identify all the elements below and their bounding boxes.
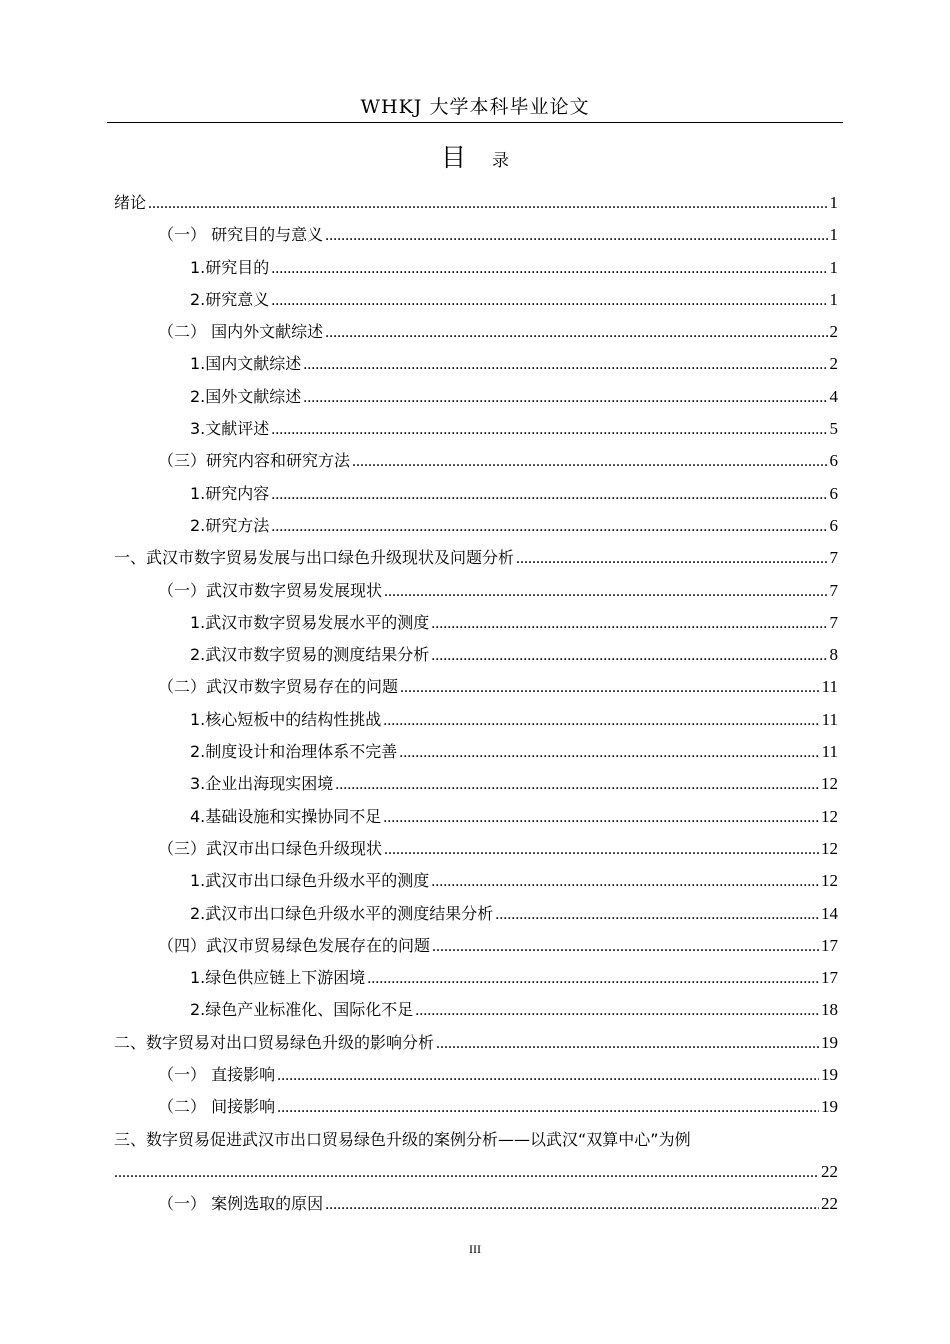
- page-number: III: [469, 1242, 481, 1256]
- dot-leader: [516, 543, 827, 575]
- dot-leader: [335, 769, 819, 801]
- toc-entry[interactable]: [114, 865, 838, 897]
- toc-entry-label: 1.绿色供应链上下游困境: [190, 968, 366, 988]
- toc-entry[interactable]: [114, 930, 838, 962]
- toc-entry-page: 12: [821, 806, 838, 826]
- toc-entry-label: 2.研究意义: [190, 289, 270, 309]
- toc-entry[interactable]: [114, 510, 838, 542]
- toc-entry-label: 4.基础设施和实操协同不足: [190, 806, 382, 826]
- dot-leader: [325, 220, 827, 252]
- toc-entry-label: 1.武汉市数字贸易发展水平的测度: [190, 612, 430, 632]
- dot-leader: [399, 737, 819, 769]
- toc-entry-page: 19: [821, 1032, 838, 1052]
- toc-entry-page: 22: [821, 1194, 838, 1214]
- toc-entry[interactable]: [114, 1091, 838, 1123]
- dot-leader: [271, 253, 827, 285]
- toc-entry-label: 3.文献评述: [190, 419, 270, 439]
- toc-entry-label: （一） 直接影响: [158, 1065, 276, 1085]
- toc-entry[interactable]: [114, 801, 838, 833]
- dot-leader: [271, 479, 827, 511]
- dot-leader: [148, 188, 827, 220]
- toc-entry-page: 1: [829, 289, 838, 309]
- toc-entry-chapter-long-label[interactable]: 三、数字贸易促进武汉市出口贸易绿色升级的案例分析——以武汉“双算中心”为例: [114, 1129, 691, 1149]
- toc-entry[interactable]: [114, 575, 838, 607]
- toc-title-part1: 目: [440, 143, 466, 172]
- toc-entry-label: 2.国外文献综述: [190, 386, 302, 406]
- toc-entry-page: 7: [829, 612, 838, 632]
- toc-entry-page: 17: [821, 968, 838, 988]
- toc-entry[interactable]: [114, 898, 838, 930]
- toc-entry-page: 8: [829, 645, 838, 665]
- toc-entry-page: 2: [829, 322, 838, 342]
- toc-entry-label: （二） 间接影响: [158, 1097, 276, 1117]
- toc-entry-page: 12: [821, 838, 838, 858]
- toc-entry-label: （一） 研究目的与意义: [158, 225, 324, 245]
- toc-entry-label: 1.研究内容: [190, 483, 270, 503]
- toc-entry-page: 7: [829, 548, 838, 568]
- dot-leader: [367, 963, 819, 995]
- toc-entry[interactable]: [114, 348, 838, 380]
- toc-entry-label: 一、武汉市数字贸易发展与出口绿色升级现状及问题分析: [114, 548, 515, 568]
- toc-entry[interactable]: [114, 833, 838, 865]
- toc-entry-label: 1.核心短板中的结构性挑战: [190, 709, 382, 729]
- toc-entry[interactable]: [114, 252, 838, 284]
- toc-entry-page: 17: [821, 935, 838, 955]
- toc-entry-page: 11: [821, 677, 838, 697]
- toc-entry[interactable]: [114, 736, 838, 768]
- toc-entry[interactable]: [114, 381, 838, 413]
- toc-entry-page: 18: [821, 1000, 838, 1020]
- toc-entry[interactable]: [114, 994, 838, 1026]
- dot-leader: [303, 349, 827, 381]
- dot-leader: [383, 802, 819, 834]
- toc-entry-page: 12: [821, 871, 838, 891]
- toc-entry[interactable]: [114, 962, 838, 994]
- dot-leader: [384, 576, 827, 608]
- toc-entry[interactable]: [114, 478, 838, 510]
- toc-entry-page: 19: [821, 1065, 838, 1085]
- dot-leader: [352, 446, 827, 478]
- dot-leader: [400, 672, 820, 704]
- dot-leader: [277, 1060, 819, 1092]
- toc-entry-label: 二、数字贸易对出口贸易绿色升级的影响分析: [114, 1032, 435, 1052]
- dot-leader: [431, 866, 819, 898]
- dot-leader: [436, 1028, 819, 1060]
- toc-entry-label: 2.绿色产业标准化、国际化不足: [190, 1000, 414, 1020]
- toc-title-part2: 录: [492, 151, 509, 171]
- dot-leader: [431, 640, 827, 672]
- toc-entry[interactable]: [114, 671, 838, 703]
- toc-entry-page: 12: [821, 774, 838, 794]
- toc-entry[interactable]: [114, 316, 838, 348]
- toc-entry[interactable]: [114, 413, 838, 445]
- toc-entry-label: （二） 国内外文献综述: [158, 322, 324, 342]
- toc-entry[interactable]: [114, 607, 838, 639]
- toc-entry-label: 绪论: [114, 193, 147, 212]
- toc-entry[interactable]: [114, 219, 838, 251]
- dot-leader: [325, 1189, 819, 1221]
- toc-entry-page: 6: [829, 515, 838, 535]
- toc-entry-label: 2.研究方法: [190, 515, 270, 535]
- toc-entry-label: （三）武汉市出口绿色升级现状: [158, 838, 383, 858]
- toc-entry-label: 2.武汉市数字贸易的测度结果分析: [190, 645, 430, 665]
- toc-entry-label: 2.武汉市出口绿色升级水平的测度结果分析: [190, 903, 494, 923]
- toc-entry-label: 2.制度设计和治理体系不完善: [190, 742, 398, 762]
- toc-entry-page: 6: [829, 483, 838, 503]
- dot-leader: [277, 1092, 819, 1124]
- toc-entry-page: 5: [829, 419, 838, 439]
- toc-entry-label: （一）武汉市数字贸易发展现状: [158, 580, 383, 600]
- toc-entry-label: （二）武汉市数字贸易存在的问题: [158, 677, 399, 697]
- toc-entry-page: 11: [821, 742, 838, 762]
- dot-leader: [415, 995, 819, 1027]
- toc-entry[interactable]: [114, 1059, 838, 1091]
- toc-entry-label: 1.武汉市出口绿色升级水平的测度: [190, 871, 430, 891]
- dot-leader: [271, 414, 827, 446]
- toc-entry[interactable]: [114, 284, 838, 316]
- toc-entry-label: 1.国内文献综述: [190, 354, 302, 374]
- running-header: WHKJ 大学本科毕业论文: [360, 96, 590, 118]
- dot-leader: [383, 705, 819, 737]
- toc-entry-label: 3.企业出海现实困境: [190, 774, 334, 794]
- toc-entry-label: 1.研究目的: [190, 257, 270, 277]
- toc-entry-page: 19: [821, 1097, 838, 1117]
- toc-entry-page: 1: [829, 225, 838, 245]
- dot-leader: [325, 317, 827, 349]
- dot-leader: [432, 931, 819, 963]
- toc-entry-label: （一） 案例选取的原因: [158, 1194, 324, 1214]
- dot-leader: [271, 285, 827, 317]
- toc-entry-chapter[interactable]: [114, 542, 838, 574]
- table-of-contents: [114, 187, 838, 1221]
- toc-entry-page: 1: [829, 193, 838, 212]
- toc-entry-page: 2: [829, 354, 838, 374]
- toc-entry[interactable]: [114, 445, 838, 477]
- toc-entry[interactable]: [114, 1188, 838, 1220]
- dot-leader: [303, 382, 827, 414]
- dot-leader: [495, 899, 819, 931]
- toc-entry[interactable]: [114, 768, 838, 800]
- dot-leader: [114, 1157, 819, 1189]
- toc-entry-page: 1: [829, 257, 838, 277]
- toc-entry[interactable]: [114, 639, 838, 671]
- toc-entry[interactable]: [114, 704, 838, 736]
- toc-entry-chapter-continuation[interactable]: [114, 1156, 838, 1188]
- dot-leader: [431, 608, 827, 640]
- dot-leader: [271, 511, 827, 543]
- toc-entry-page: 4: [829, 386, 838, 406]
- toc-entry-page: 6: [829, 451, 838, 471]
- toc-entry-chapter[interactable]: [114, 1027, 838, 1059]
- dot-leader: [384, 834, 819, 866]
- toc-entry-page: 11: [821, 709, 838, 729]
- toc-entry-page: 14: [821, 903, 838, 923]
- toc-entry-intro[interactable]: [114, 187, 838, 219]
- toc-entry-page: 22: [821, 1161, 838, 1181]
- header-rule: [107, 122, 843, 123]
- toc-entry-label: （四）武汉市贸易绿色发展存在的问题: [158, 935, 431, 955]
- toc-title: [0, 140, 950, 179]
- toc-entry-label: （三）研究内容和研究方法: [158, 451, 351, 471]
- toc-entry-page: 7: [829, 580, 838, 600]
